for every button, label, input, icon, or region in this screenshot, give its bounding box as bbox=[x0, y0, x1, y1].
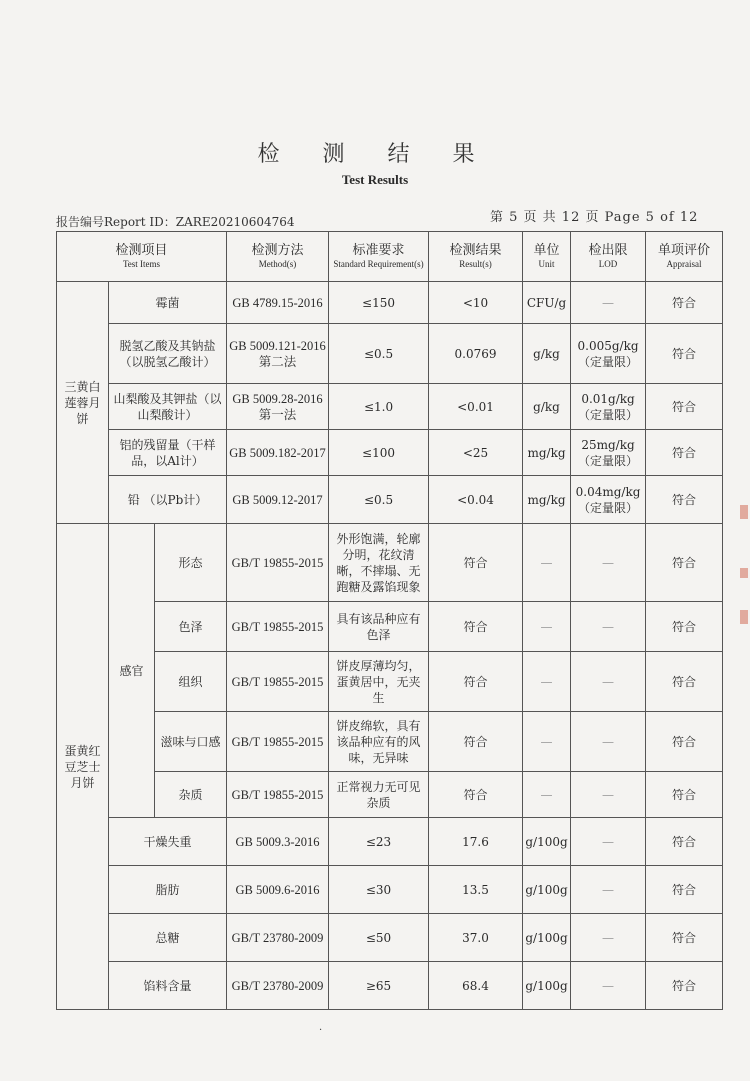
table-row bbox=[57, 818, 723, 866]
method-cell: GB 5009.3-2016 bbox=[227, 818, 329, 866]
item-cell: 组织 bbox=[155, 652, 227, 712]
method-cell: GB/T 23780-2009 bbox=[227, 914, 329, 962]
item-cell: 干燥失重 bbox=[109, 818, 227, 866]
standard-cell: ≤0.5 bbox=[329, 476, 429, 524]
col-header-appraisal: 单项评价 Appraisal bbox=[646, 232, 723, 282]
col-header-unit: 单位 Unit bbox=[523, 232, 571, 282]
table-row bbox=[57, 712, 723, 772]
page-title-en: Test Results bbox=[341, 172, 409, 187]
standard-cell: ≤1.0 bbox=[329, 384, 429, 430]
result-cell: 17.6 bbox=[429, 818, 523, 866]
page-title-cn: 检 测 结 果 bbox=[257, 142, 493, 167]
table-row bbox=[57, 384, 723, 430]
lod-cell: — bbox=[571, 712, 646, 772]
appraisal-cell: 符合 bbox=[646, 602, 723, 652]
result-cell: <0.04 bbox=[429, 476, 523, 524]
lod-cell: 0.04mg/kg （定量限） bbox=[571, 476, 646, 524]
result-cell: 37.0 bbox=[429, 914, 523, 962]
unit-cell: g/kg bbox=[523, 324, 571, 384]
standard-cell: ≤0.5 bbox=[329, 324, 429, 384]
table-row bbox=[57, 476, 723, 524]
table-row bbox=[57, 652, 723, 712]
page-footer-mark: · bbox=[319, 1025, 323, 1036]
result-cell: <10 bbox=[429, 282, 523, 324]
method-cell: GB 5009.121-2016 第二法 bbox=[227, 324, 329, 384]
sample-name-2: 蛋黄红豆芝士月饼 bbox=[57, 524, 109, 1010]
appraisal-cell: 符合 bbox=[646, 772, 723, 818]
lod-cell: — bbox=[571, 962, 646, 1010]
unit-cell: — bbox=[523, 652, 571, 712]
col-header-standard: 标准要求 Standard Requirement(s) bbox=[329, 232, 429, 282]
standard-cell: ≤150 bbox=[329, 282, 429, 324]
method-cell: GB/T 19855-2015 bbox=[227, 652, 329, 712]
appraisal-cell: 符合 bbox=[646, 712, 723, 772]
unit-cell: g/100g bbox=[523, 866, 571, 914]
col-header-lod: 检出限 LOD bbox=[571, 232, 646, 282]
unit-cell: — bbox=[523, 712, 571, 772]
appraisal-cell: 符合 bbox=[646, 324, 723, 384]
standard-cell: 饼皮绵软，具有该品种应有的风味，无异味 bbox=[329, 712, 429, 772]
standard-cell: ≥65 bbox=[329, 962, 429, 1010]
page-number: 第 5 页 共 12 页 Page 5 of 12 bbox=[490, 210, 699, 225]
col-header-method: 检测方法 Method(s) bbox=[227, 232, 329, 282]
unit-cell: — bbox=[523, 524, 571, 602]
unit-cell: CFU/g bbox=[523, 282, 571, 324]
item-cell: 色泽 bbox=[155, 602, 227, 652]
sensory-label: 感官 bbox=[109, 524, 155, 818]
result-cell: 符合 bbox=[429, 652, 523, 712]
result-cell: <0.01 bbox=[429, 384, 523, 430]
method-cell: GB/T 19855-2015 bbox=[227, 712, 329, 772]
standard-cell: ≤50 bbox=[329, 914, 429, 962]
item-cell: 山梨酸及其钾盐（以山梨酸计） bbox=[109, 384, 227, 430]
appraisal-cell: 符合 bbox=[646, 818, 723, 866]
item-cell: 总糖 bbox=[109, 914, 227, 962]
lod-cell: — bbox=[571, 818, 646, 866]
item-cell: 滋味与口感 bbox=[155, 712, 227, 772]
results-table bbox=[56, 231, 723, 1010]
method-cell: GB 4789.15-2016 bbox=[227, 282, 329, 324]
method-cell: GB 5009.28-2016 第一法 bbox=[227, 384, 329, 430]
method-cell: GB/T 19855-2015 bbox=[227, 772, 329, 818]
method-cell: GB/T 23780-2009 bbox=[227, 962, 329, 1010]
lod-cell: 0.005g/kg （定量限） bbox=[571, 324, 646, 384]
item-cell: 脱氢乙酸及其钠盐（以脱氢乙酸计） bbox=[109, 324, 227, 384]
method-cell: GB/T 19855-2015 bbox=[227, 602, 329, 652]
result-cell: 13.5 bbox=[429, 866, 523, 914]
unit-cell: g/100g bbox=[523, 818, 571, 866]
standard-cell: 具有该品种应有色泽 bbox=[329, 602, 429, 652]
table-header-row bbox=[57, 232, 723, 282]
col-header-result: 检测结果 Result(s) bbox=[429, 232, 523, 282]
lod-cell: — bbox=[571, 524, 646, 602]
col-header-item: 检测项目 Test Items bbox=[57, 232, 227, 282]
method-cell: GB 5009.12-2017 bbox=[227, 476, 329, 524]
unit-cell: — bbox=[523, 602, 571, 652]
table-row bbox=[57, 914, 723, 962]
sample-name-1: 三黄白莲蓉月饼 bbox=[57, 282, 109, 524]
table-row bbox=[57, 772, 723, 818]
unit-cell: g/100g bbox=[523, 914, 571, 962]
lod-cell: 0.01g/kg （定量限） bbox=[571, 384, 646, 430]
result-cell: <25 bbox=[429, 430, 523, 476]
item-cell: 馅料含量 bbox=[109, 962, 227, 1010]
stamp-edge-mark bbox=[740, 610, 748, 624]
appraisal-cell: 符合 bbox=[646, 430, 723, 476]
lod-cell: — bbox=[571, 282, 646, 324]
standard-cell: ≤100 bbox=[329, 430, 429, 476]
appraisal-cell: 符合 bbox=[646, 914, 723, 962]
item-cell: 铅 （以Pb计） bbox=[109, 476, 227, 524]
appraisal-cell: 符合 bbox=[646, 652, 723, 712]
lod-cell: 25mg/kg （定量限） bbox=[571, 430, 646, 476]
item-cell: 脂肪 bbox=[109, 866, 227, 914]
table-row bbox=[57, 282, 723, 324]
lod-cell: — bbox=[571, 652, 646, 712]
result-cell: 符合 bbox=[429, 602, 523, 652]
item-cell: 杂质 bbox=[155, 772, 227, 818]
appraisal-cell: 符合 bbox=[646, 384, 723, 430]
appraisal-cell: 符合 bbox=[646, 524, 723, 602]
stamp-edge-mark bbox=[740, 505, 748, 519]
lod-cell: — bbox=[571, 602, 646, 652]
standard-cell: 正常视力无可见杂质 bbox=[329, 772, 429, 818]
item-cell: 霉菌 bbox=[109, 282, 227, 324]
appraisal-cell: 符合 bbox=[646, 476, 723, 524]
unit-cell: g/100g bbox=[523, 962, 571, 1010]
lod-cell: — bbox=[571, 772, 646, 818]
item-cell: 铝的残留量（干样品，以Al计） bbox=[109, 430, 227, 476]
result-cell: 符合 bbox=[429, 712, 523, 772]
method-cell: GB 5009.182-2017 bbox=[227, 430, 329, 476]
lod-cell: — bbox=[571, 914, 646, 962]
table-row bbox=[57, 324, 723, 384]
unit-cell: g/kg bbox=[523, 384, 571, 430]
table-row bbox=[57, 962, 723, 1010]
table-row bbox=[57, 602, 723, 652]
result-cell: 0.0769 bbox=[429, 324, 523, 384]
method-cell: GB/T 19855-2015 bbox=[227, 524, 329, 602]
item-cell: 形态 bbox=[155, 524, 227, 602]
standard-cell: 外形饱满，轮廓分明，花纹清晰，不摔塌、无跑糖及露馅现象 bbox=[329, 524, 429, 602]
appraisal-cell: 符合 bbox=[646, 866, 723, 914]
result-cell: 68.4 bbox=[429, 962, 523, 1010]
standard-cell: 饼皮厚薄均匀，蛋黄居中，无夹生 bbox=[329, 652, 429, 712]
stamp-edge-mark bbox=[740, 568, 748, 578]
table-row bbox=[57, 866, 723, 914]
unit-cell: mg/kg bbox=[523, 476, 571, 524]
result-cell: 符合 bbox=[429, 772, 523, 818]
method-cell: GB 5009.6-2016 bbox=[227, 866, 329, 914]
report-id: 报告编号Report ID：ZARE20210604764 bbox=[56, 215, 295, 229]
lod-cell: — bbox=[571, 866, 646, 914]
table-row bbox=[57, 430, 723, 476]
result-cell: 符合 bbox=[429, 524, 523, 602]
appraisal-cell: 符合 bbox=[646, 282, 723, 324]
standard-cell: ≤30 bbox=[329, 866, 429, 914]
table-row bbox=[57, 524, 723, 602]
standard-cell: ≤23 bbox=[329, 818, 429, 866]
appraisal-cell: 符合 bbox=[646, 962, 723, 1010]
unit-cell: — bbox=[523, 772, 571, 818]
unit-cell: mg/kg bbox=[523, 430, 571, 476]
